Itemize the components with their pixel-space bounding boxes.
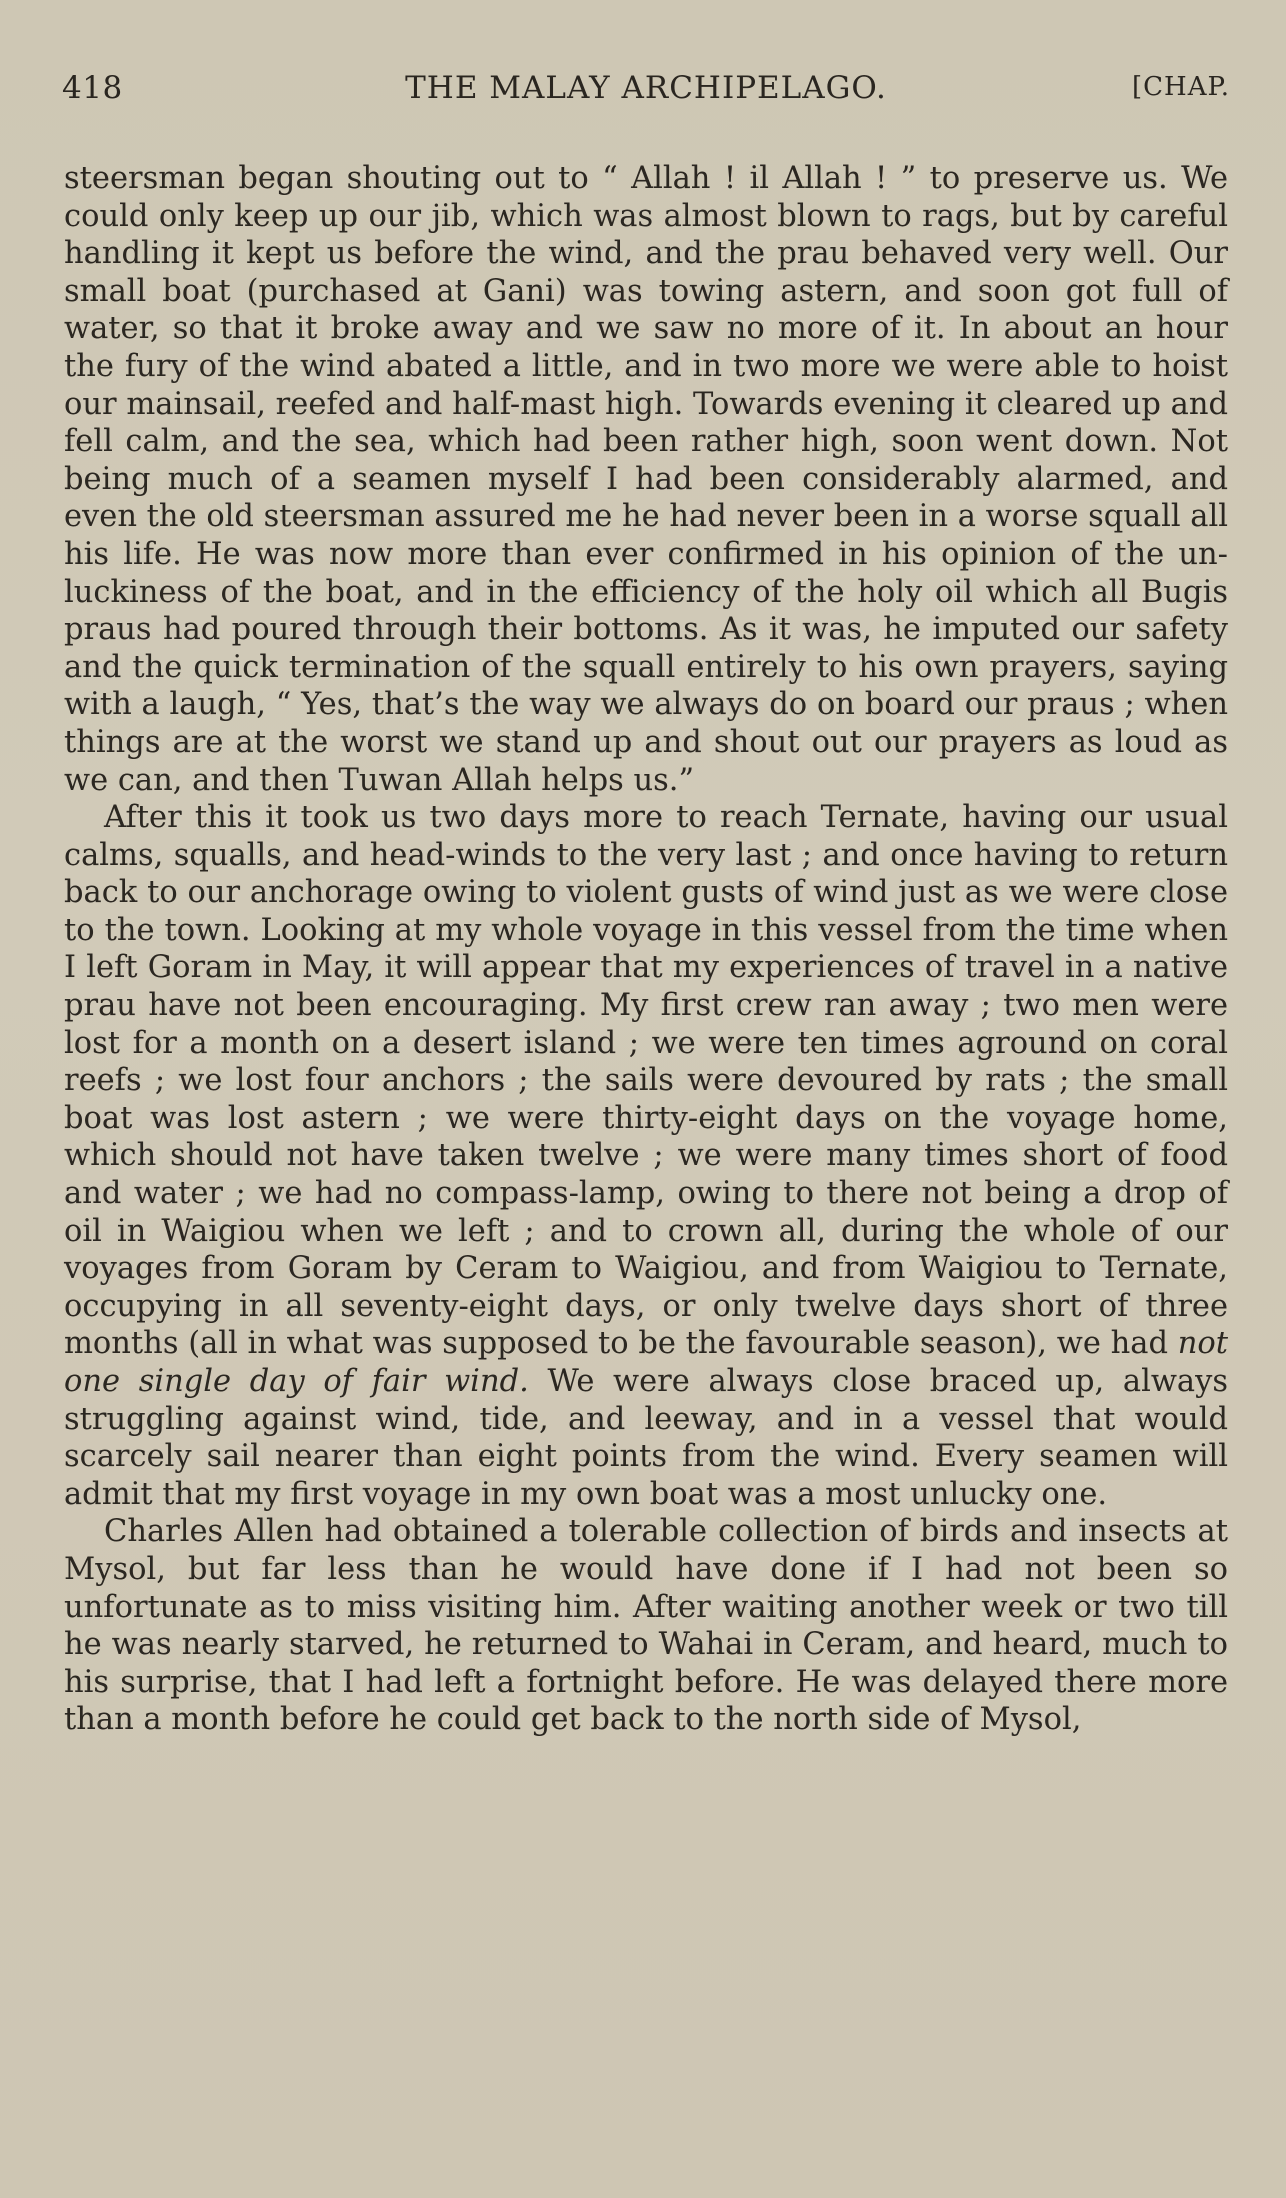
page-number: 418 [62,70,123,106]
paragraph-2-italic: not one single day of fair wind. [64,1326,1229,1399]
paragraph-1: steersman began shouting out to “ Allah ! il Allah ! ” to preserve us. We could only keep up our jib, which was almost blown to rags, but by careful handling it kept us before the wind, and the prau behaved very well. Our small boat (purchased at Gani) was towing astern, and soon got full of water, so that it broke away and we saw no more of it. In about an hour the fury of the wind abated a little, and in two more we were able to hoist our mainsail, reefed and half-mast high. Towards evening it cleared up and fell calm, and the sea, which had been rather high, soon went down. Not being much of a seamen myself I had been considerably alarmed, and even the old steersman assured me he had never been in a worse squall all his life. He was now more than ever confirmed in his opinion of the un-luckiness of the boat, and in the efficiency of the holy oil which all Bugis praus had poured through their bottoms. As it was, he imputed our safety and the quick termination of the squall entirely to his own prayers, saying with a laugh, “ Yes, that’s the way we always do on board our praus ; when things are at the worst we stand up and shout out our prayers as loud as we can, and then Tuwan Allah helps us.” [64,161,1228,798]
running-head [62,70,1230,114]
body-text [64,160,1228,1739]
paragraph-2 [64,799,1228,1513]
book-title: THE MALAY ARCHIPELAGO. [405,70,887,106]
chapter-mark: [CHAP. [1132,72,1230,102]
paragraph-3: Charles Allen had obtained a tolerable collection of birds and insects at Mysol, but far less than he would have done if I had not been so unfortunate as to miss visiting him. After waiting another week or two till he was nearly starved, he returned to Wahai in Ceram, and heard, much to his surprise, that I had left a fortnight before. He was delayed there more than a month before he could get back to the north side of Mysol, [64,1514,1228,1738]
paragraph-2-text-start: After this it took us two days more to reach Ternate, having our usual calms, squalls, and head-winds to the very last ; and once having to return back to our anchorage owing to violent gusts of wind just as we were close to the town. Looking at my whole voyage in this vessel from the time when I left Goram in May, it will appear that my experiences of travel in a native prau have not been encouraging. My first crew ran away ; two men were lost for a month on a desert island ; we were ten times aground on coral reefs ; we lost four anchors ; the sails were devoured by rats ; the small boat was lost astern ; we were thirty-eight days on the voyage home, which should not have taken twelve ; we were many times short of food and water ; we had no compass-lamp, owing to there not being a drop of oil in Waigiou when we left ; and to crown all, during the whole of our voyages from Goram by Ceram to Waigiou, and from Waigiou to Ternate, occupying in all seventy-eight days, or only twelve days short of three months (all in what was supposed to be the favourable season), we had [64,800,1228,1362]
paragraph-2-text-end: We were always close braced up, always struggling against wind, tide, and leeway, and in a vessel that would scarcely sail nearer than eight points from the wind. Every seamen will admit that my first voyage in my own boat was a most unlucky one. [64,1364,1228,1512]
